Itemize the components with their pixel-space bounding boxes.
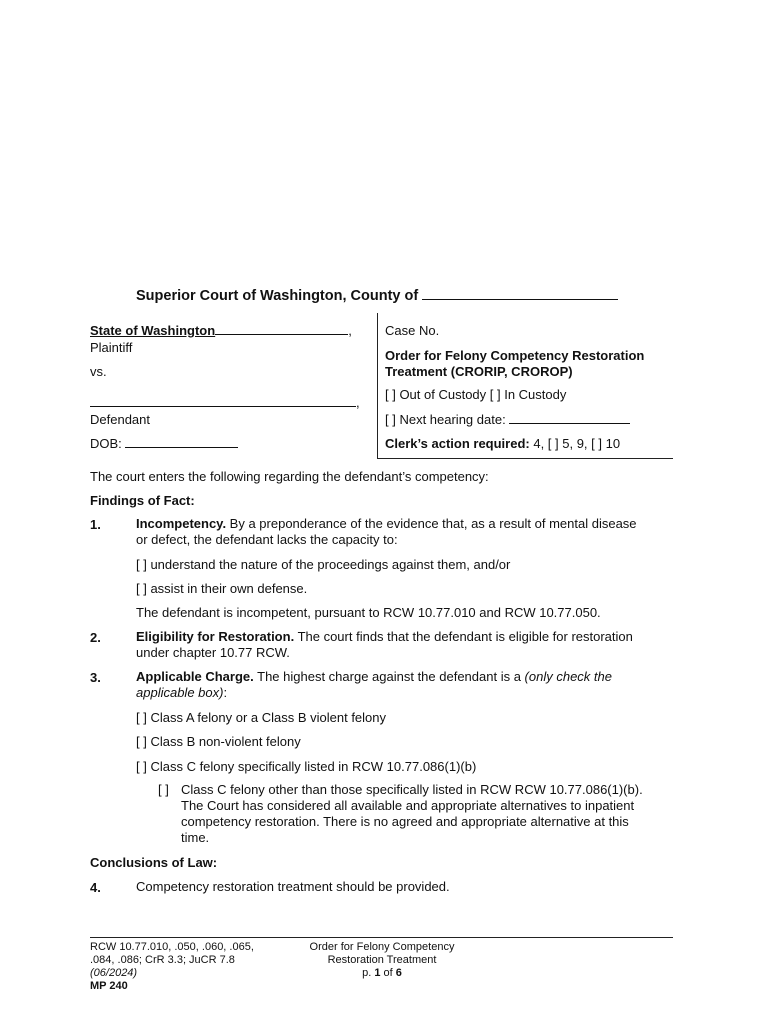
court-title-text: Superior Court of Washington, County of: [136, 288, 419, 304]
item2-text-line1: The court finds that the defendant is eligible for restoration: [294, 629, 633, 644]
footer-rule: [90, 937, 673, 938]
caption-case-info: [385, 313, 673, 459]
dob-label: DOB:: [90, 436, 122, 451]
page-total: 6: [395, 967, 402, 979]
item-number: 2.: [90, 630, 101, 645]
item3-text-line1: The highest charge against the defendant is a: [253, 669, 525, 684]
next-hearing-line: [385, 412, 630, 427]
footer-title-line2: Restoration Treatment: [327, 954, 437, 966]
defendant-name-line: [90, 395, 360, 410]
item1-conclusion: The defendant is incompetent, pursuant to RCW 10.77.010 and RCW 10.77.050.: [136, 605, 601, 620]
page-current: 1: [374, 967, 381, 979]
findings-heading: Findings of Fact:: [90, 493, 195, 508]
conclusions-heading: Conclusions of Law:: [90, 855, 218, 870]
class-c-other-line4: time.: [181, 830, 210, 845]
plaintiff-blank[interactable]: [215, 323, 348, 335]
item2-title: Eligibility for Restoration.: [136, 629, 295, 644]
vs-label: vs.: [90, 364, 107, 379]
item3-option-class-c-other-checkbox[interactable]: [ ]: [158, 782, 169, 797]
footer-revision-date: (06/2024): [90, 967, 138, 979]
item1-text: [136, 516, 637, 548]
footer-title-line1: Order for Felony Competency: [309, 941, 455, 953]
defendant-blank[interactable]: [90, 395, 356, 407]
item3-italic-line1: (only check the: [524, 669, 612, 684]
comma: ,: [356, 395, 360, 410]
custody-options[interactable]: [ ] Out of Custody [ ] In Custody: [385, 387, 567, 402]
county-blank[interactable]: [422, 288, 618, 300]
item1-text-line1: By a preponderance of the evidence that, as a result of mental disease: [226, 516, 637, 531]
caption-bottom-rule: [377, 458, 673, 459]
next-hearing-blank[interactable]: [509, 412, 630, 424]
class-c-other-line2: The Court has considered all available and appropriate alternatives to inpatient: [181, 798, 635, 813]
item3-option-class-c-other: [181, 782, 643, 846]
item4-text: Competency restoration treatment should be provided.: [136, 879, 450, 894]
order-title-line1: Order for Felony Competency Restoration: [385, 348, 645, 363]
item3-colon: :: [223, 685, 228, 700]
footer-citation-line1: RCW 10.77.010, .050, .060, .065,: [90, 941, 254, 953]
item-number: 4.: [90, 880, 101, 895]
caption-divider: [377, 313, 378, 459]
dob-blank[interactable]: [125, 436, 238, 448]
dob-line: [90, 436, 238, 451]
item2-text: [136, 629, 633, 661]
item3-text: [136, 669, 612, 701]
class-c-other-line1: Class C felony other than those specifically listed in RCW RCW 10.77.086(1)(b).: [181, 782, 643, 797]
item1-option-assist[interactable]: [ ] assist in their own defense.: [136, 581, 308, 596]
order-title-line2: Treatment (CRORIP, CROROP): [385, 364, 573, 379]
footer-form-title: [282, 941, 482, 980]
caption-parties: [90, 313, 377, 459]
item3-option-class-b[interactable]: [ ] Class B non-violent felony: [136, 734, 301, 749]
next-hearing-label[interactable]: [ ] Next hearing date:: [385, 412, 506, 427]
item3-italic-line2: applicable box): [136, 685, 224, 700]
clerk-action-line: [385, 436, 620, 451]
plaintiff-label: Plaintiff: [90, 340, 133, 355]
comma: ,: [348, 323, 352, 338]
case-caption: [90, 313, 673, 459]
intro-text: The court enters the following regarding the defendant’s competency:: [90, 469, 489, 484]
item3-option-class-c-listed[interactable]: [ ] Class C felony specifically listed in RCW 10.77.086(1)(b): [136, 759, 477, 774]
item1-text-line2: or defect, the defendant lacks the capacity to:: [136, 532, 398, 547]
class-c-other-line3: competency restoration. There is no agreed and appropriate alternative at this: [181, 814, 629, 829]
footer-citation-line2: .084, .086; CrR 3.3; JuCR 7.8: [90, 954, 235, 966]
footer-form-number: MP 240: [90, 980, 128, 992]
defendant-label: Defendant: [90, 412, 150, 427]
case-number-label: Case No.: [385, 323, 440, 338]
item3-option-class-a[interactable]: [ ] Class A felony or a Class B violent felony: [136, 710, 387, 725]
plaintiff-name-line: [90, 323, 352, 338]
item2-text-line2: under chapter 10.77 RCW.: [136, 645, 290, 660]
clerk-action-label: Clerk’s action required:: [385, 436, 530, 451]
state-name: State of Washington: [90, 323, 216, 338]
page-number: [362, 967, 402, 979]
footer-citation: [90, 941, 254, 993]
item-number: 1.: [90, 517, 101, 532]
page-prefix: p.: [362, 967, 375, 979]
page-of: of: [380, 967, 396, 979]
item1-title: Incompetency.: [136, 516, 227, 531]
clerk-action-values[interactable]: 4, [ ] 5, 9, [ ] 10: [529, 436, 621, 451]
item1-option-understand[interactable]: [ ] understand the nature of the proceedings against them, and/or: [136, 557, 511, 572]
item-number: 3.: [90, 670, 101, 685]
item3-title: Applicable Charge.: [136, 669, 254, 684]
court-title: [136, 288, 618, 304]
